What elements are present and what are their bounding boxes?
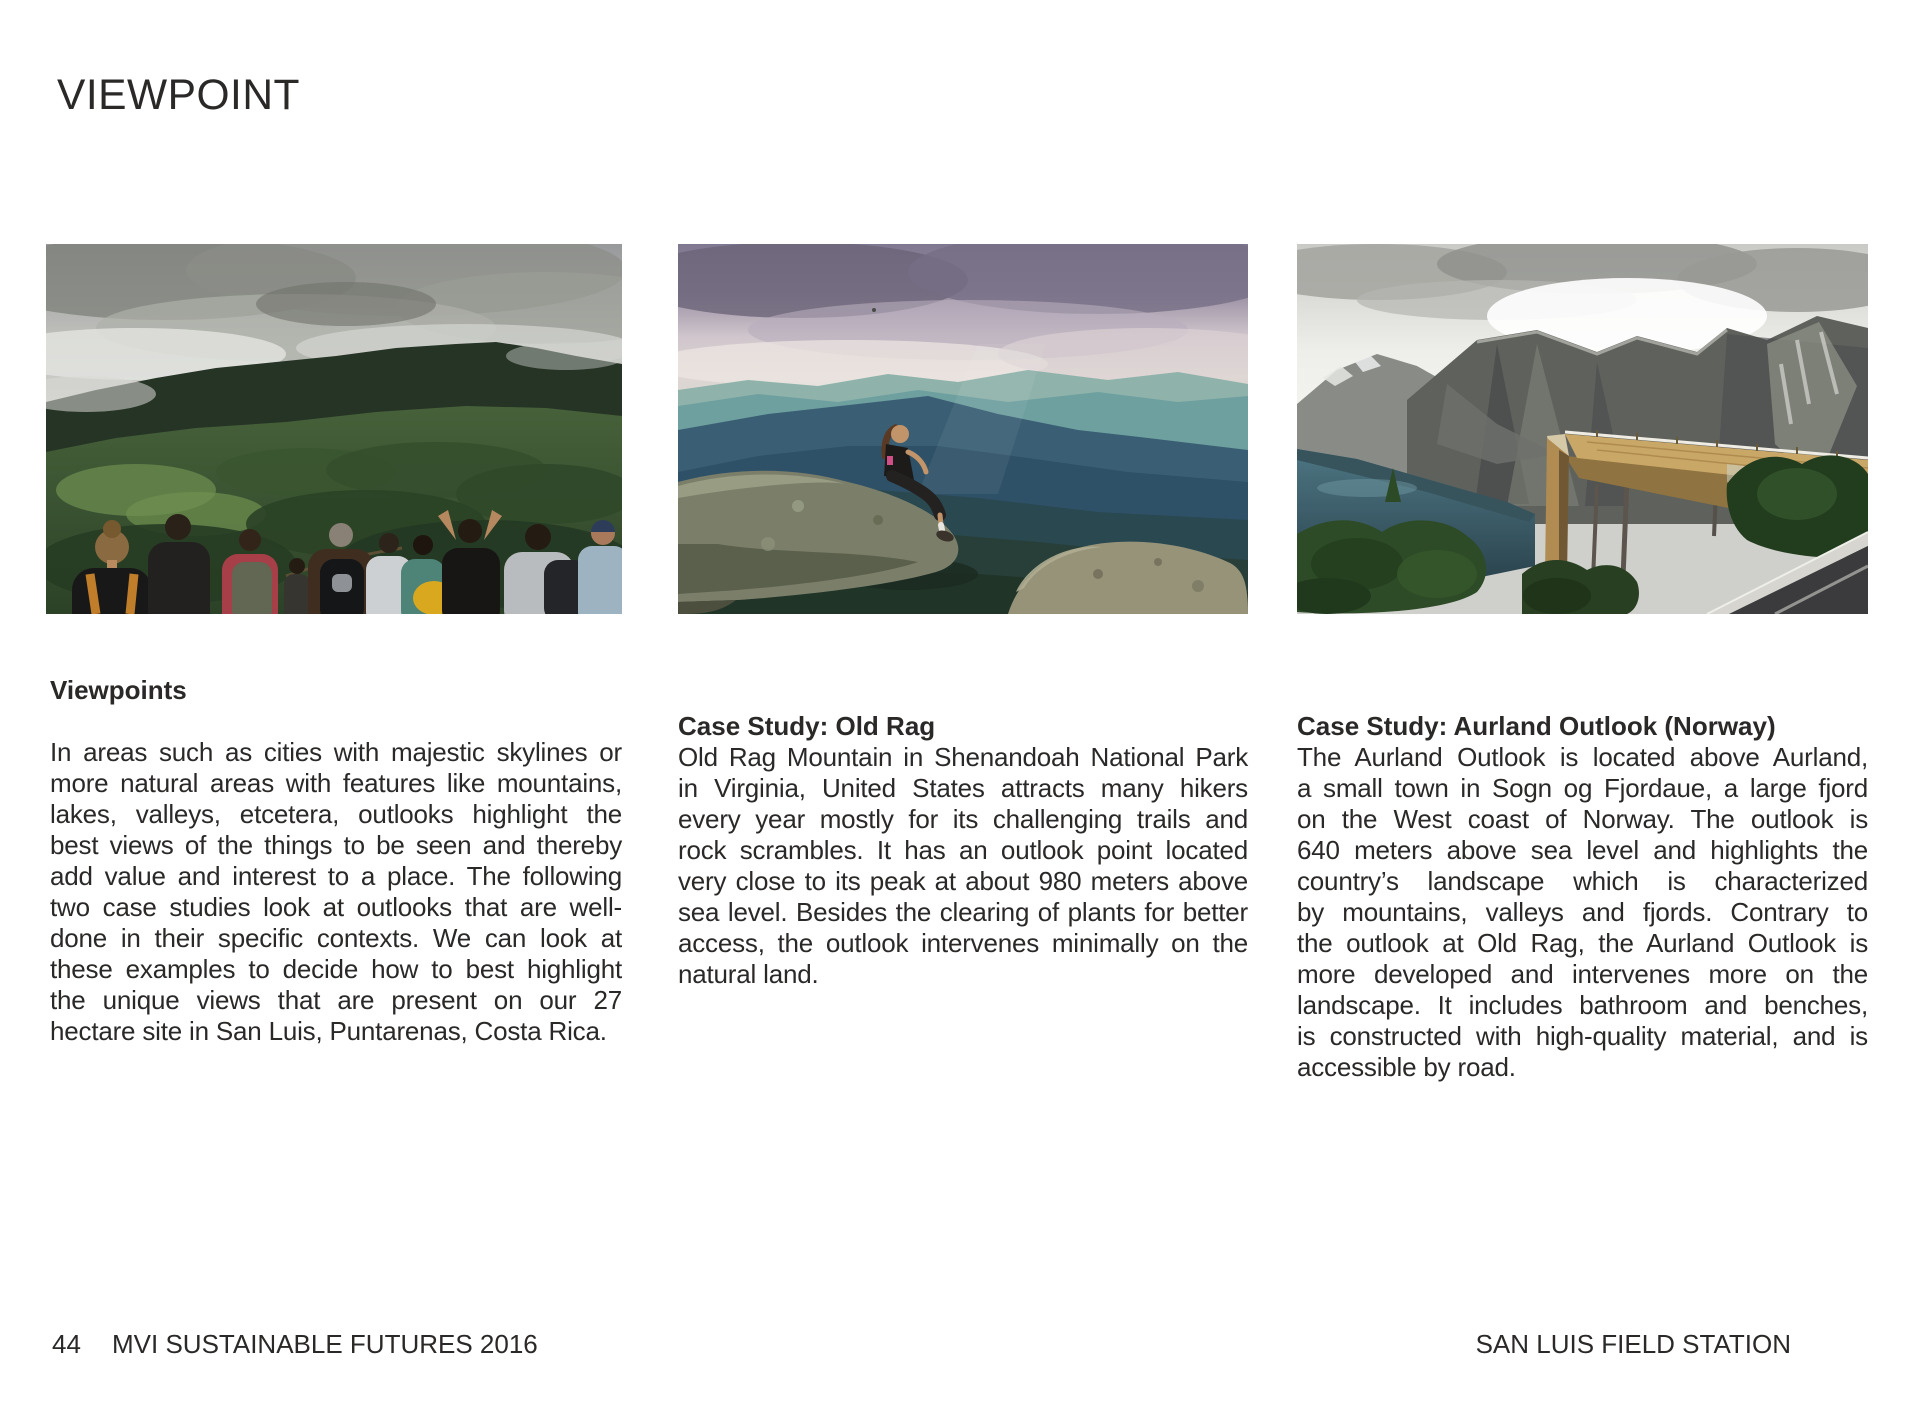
- page-number: 44: [52, 1329, 81, 1359]
- column-body-old-rag: Old Rag Mountain in Shenandoah National Park in Virginia, United States attracts many hikers every year mostly for its challenging trails and rock scrambles. It has an outlook point located very close to its peak at about 980 meters above sea level. Besides the clearing of plants for better access, the outlook intervenes minimally on the natural land.: [678, 742, 1248, 989]
- footer-section-title: SAN LUIS FIELD STATION: [1475, 1329, 1791, 1359]
- old-rag-illustration: [678, 244, 1248, 614]
- column-body-viewpoints: In areas such as cities with majestic skylines or more natural areas with features like mountains, lakes, valleys, etcetera, outlooks highlight the best views of the things to be seen and thereby add value and interest to a place. The following two case studies look at outlooks that are well- done in their specific contexts. We can look at these examples to decide how to best highlight the unique views that are present on our 27 hectare site in San Luis, Puntarenas, Costa Rica.: [50, 737, 622, 1046]
- column-heading-aurland: Case Study: Aurland Outlook (Norway): [1297, 711, 1776, 741]
- column-heading-viewpoints: Viewpoints: [50, 675, 187, 705]
- aurland-outlook-photo: [1297, 244, 1868, 614]
- aurland-outlook-illustration: [1297, 244, 1868, 614]
- page-title: VIEWPOINT: [57, 72, 300, 119]
- hikers-overlook-illustration: [46, 244, 622, 614]
- column-body-aurland: The Aurland Outlook is located above Aurland, a small town in Sogn og Fjordaue, a large fjord on the West coast of Norway. The outlook is 640 meters above sea level and highlights the country’s landscape which is characterized by mountains, valleys and fjords. Contrary to the outlook at Old Rag, the Aurland Outlook is more developed and intervenes more on the landscape. It includes bathroom and benches, is constructed with high-quality material, and is accessible by road.: [1297, 742, 1868, 1082]
- footer-publication-title: MVI SUSTAINABLE FUTURES 2016: [112, 1329, 538, 1359]
- column-heading-old-rag: Case Study: Old Rag: [678, 711, 936, 741]
- hikers-overlook-photo: [46, 244, 622, 614]
- old-rag-photo: [678, 244, 1248, 614]
